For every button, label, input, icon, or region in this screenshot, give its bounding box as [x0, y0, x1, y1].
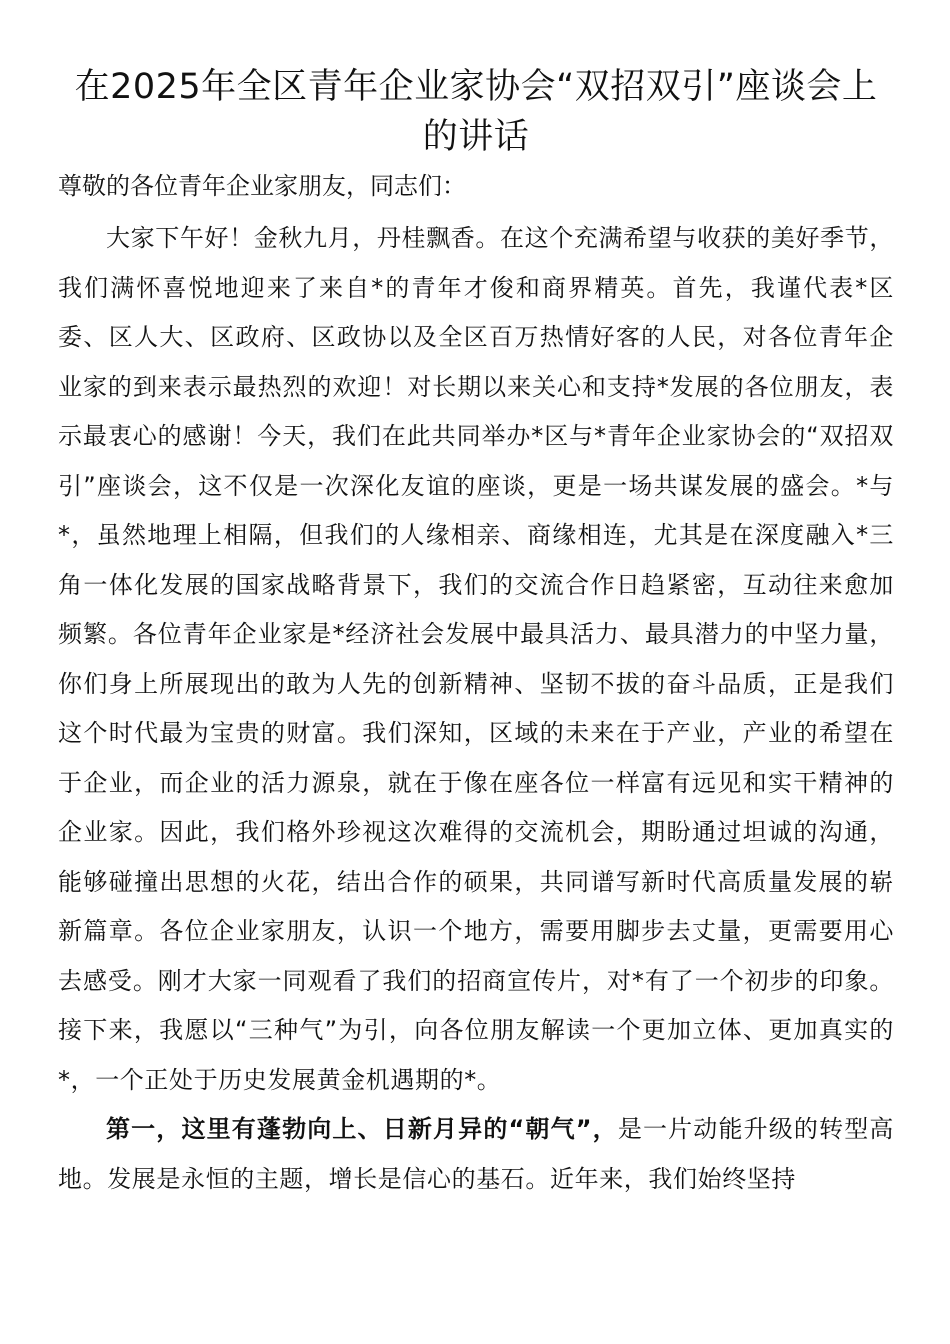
paragraph-2-text: 是一片动能升级的转型高地。发展是永恒的主题，增长是信心的基石。近年来，我们始终坚持 — [58, 1115, 894, 1193]
paragraph-1-text: 大家下午好！金秋九月，丹桂飘香。在这个充满希望与收获的美好季节，我们满怀喜悦地迎来了来自*的青年才俊和商界精英。首先，我谨代表*区委、区人大、区政府、区政协以及全区百万热情好客的人民，对各位青年企业家的到来表示最热烈的欢迎！对长期以来关心和支持*发展的各位朋友，表示最衷心的感谢！今天，我们在此共同举办*区与*青年企业家协会的“双招双引”座谈会，这不仅是一次深化友谊的座谈，更是一场共谋发展的盛会。*与*，虽然地理上相隔，但我们的人缘相亲、商缘相连，尤其是在深度融入*三角一体化发展的国家战略背景下，我们的交流合作日趋紧密，互动往来愈加频繁。各位青年企业家是*经济社会发展中最具活力、最具潜力的中坚力量，你们身上所展现出的敢为人先的创新精神、坚韧不拔的奋斗品质，正是我们这个时代最为宝贵的财富。我们深知，区域的未来在于产业，产业的希望在于企业，而企业的活力源泉，就在于像在座各位一样富有远见和实干精神的企业家。因此，我们格外珍视这次难得的交流机会，期盼通过坦诚的沟通，能够碰撞出思想的火花，结出合作的硕果，共同谱写新时代高质量发展的崭新篇章。各位企业家朋友，认识一个地方，需要用脚步去丈量，更需要用心去感受。刚才大家一同观看了我们的招商宣传片，对*有了一个初步的印象。接下来，我愿以“三种气”为引，向各位朋友解读一个更加立体、更加真实的*，一个正处于历史发展黄金机遇期的*。 — [58, 224, 894, 1094]
paragraph-2-lead: 第一，这里有蓬勃向上、日新月异的“朝气”， — [106, 1115, 618, 1143]
salutation: 尊敬的各位青年企业家朋友，同志们： — [58, 172, 466, 200]
paragraph-1 — [58, 214, 894, 1105]
document-title: 在2025年全区青年企业家协会“双招双引”座谈会上的讲话 — [74, 67, 878, 157]
paragraph-2 — [58, 1105, 894, 1204]
